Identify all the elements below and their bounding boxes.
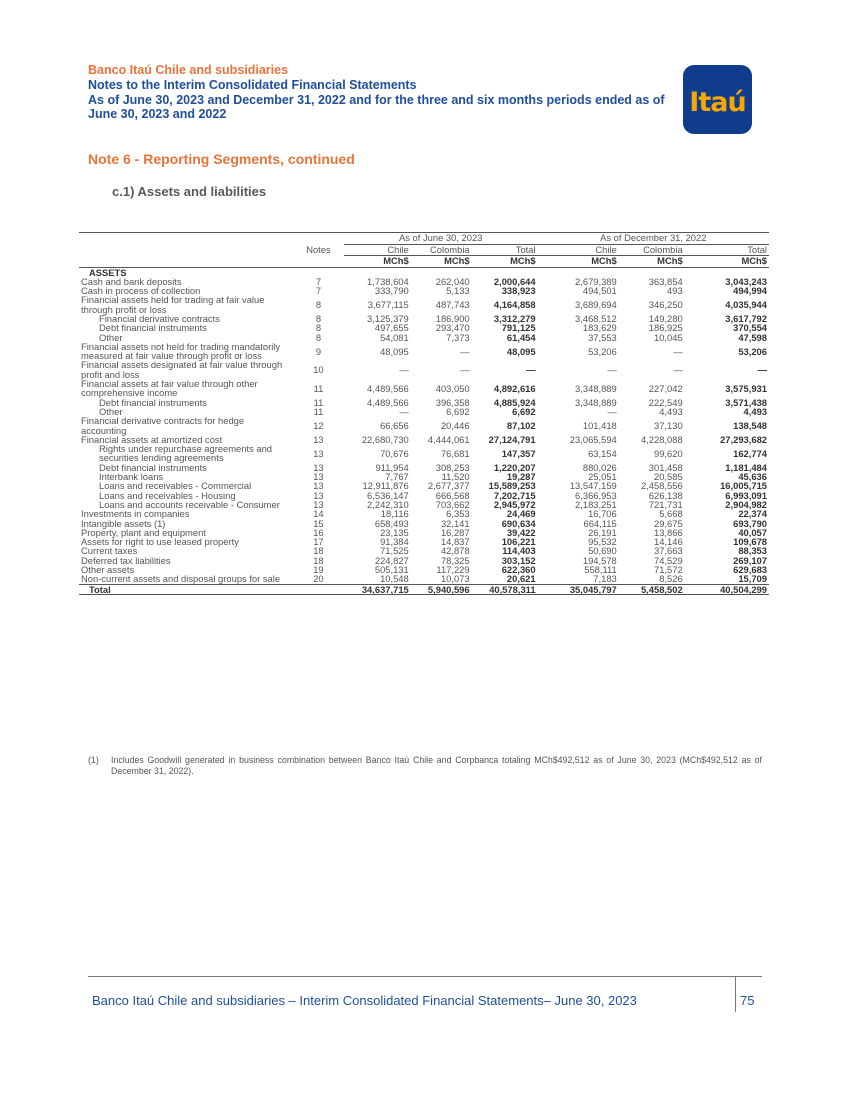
cell-chile-2023: 3,125,379 <box>367 312 409 324</box>
row-label: Cash in process of collection <box>81 285 201 297</box>
cell-colombia-2023: 5,133 <box>446 285 470 297</box>
cell-chile-2023: — <box>399 364 409 376</box>
col-chile-2023: Chile <box>344 244 411 256</box>
cell-total-2023: 39,422 <box>506 526 536 538</box>
cell-colombia-2022: 346,250 <box>648 299 683 311</box>
cell-chile-2022: 50,690 <box>588 545 617 557</box>
row-note: 13 <box>313 461 324 473</box>
cell-chile-2022: 183,629 <box>582 322 617 334</box>
cell-colombia-2023: 396,358 <box>435 396 470 408</box>
cell-colombia-2023: 6,692 <box>446 405 470 417</box>
cell-chile-2023: 91,384 <box>380 536 409 548</box>
table-header-units <box>79 256 769 268</box>
cell-chile-2022: 25,051 <box>588 471 617 483</box>
row-note: 11 <box>313 405 324 417</box>
page-number: 75 <box>740 993 755 1008</box>
cell-colombia-2022: 37,663 <box>654 545 683 557</box>
company-name: Banco Itaú Chile and subsidiaries <box>88 63 289 77</box>
group-december-2022: As of December 31, 2022 <box>538 233 769 245</box>
total-row <box>79 584 769 594</box>
cell-total-2022: 1,181,484 <box>725 461 767 473</box>
cell-total-2023: 20,621 <box>506 573 536 585</box>
cell-chile-2023: 70,676 <box>380 447 409 459</box>
cell-colombia-2022: 13,866 <box>654 526 683 538</box>
cell-total-2022: 4,035,944 <box>725 299 767 311</box>
cell-chile-2022: 63,154 <box>588 447 617 459</box>
row-note: 20 <box>313 573 324 585</box>
cell-total-2023: 622,360 <box>501 564 536 575</box>
cell-colombia-2023: 76,681 <box>440 447 470 459</box>
cell-total-2023: 4,164,858 <box>493 299 536 311</box>
cell-colombia-2022: 4,228,088 <box>640 433 683 445</box>
cell-chile-2022: — <box>607 405 617 417</box>
cell-chile-2023: 224,827 <box>374 554 409 566</box>
cell-total-2023: 114,403 <box>502 545 536 557</box>
cell-total-2022: 629,683 <box>733 564 767 575</box>
cell-chile-2022: 7,183 <box>593 573 617 585</box>
row-label: Rights under repurchase agreements and securities lending agreements <box>99 443 273 464</box>
row-note: 8 <box>315 331 322 343</box>
table-row <box>79 444 769 463</box>
document-title: Notes to the Interim Consolidated Financial Statements <box>88 78 417 92</box>
col-colombia-2023: Colombia <box>411 244 472 256</box>
period-line-2: June 30, 2023 and 2022 <box>88 107 227 121</box>
cell-chile-2022: 3,689,694 <box>575 299 617 311</box>
row-note: 13 <box>313 471 324 483</box>
footer-text: Banco Itaú Chile and subsidiaries – Interim Consolidated Financial Statements– June 30, 2023 <box>92 993 637 1008</box>
cell-colombia-2023: 666,568 <box>435 489 470 501</box>
cell-total-2022: 370,554 <box>733 322 767 334</box>
cell-chile-2023: 18,116 <box>380 508 409 520</box>
cell-total-2023: 791,125 <box>501 322 536 334</box>
row-note: 16 <box>313 526 324 538</box>
cell-chile-2022: 880,026 <box>582 461 617 473</box>
cell-colombia-2022: 5,668 <box>659 508 683 520</box>
col-colombia-2022: Colombia <box>619 244 685 256</box>
footnote-mark: (1) <box>88 755 99 765</box>
total-total-2023: 40,578,311 <box>472 584 538 594</box>
row-label: Financial assets held for trading at fair value through profit or loss <box>81 294 265 315</box>
cell-colombia-2022: 37,130 <box>654 419 683 431</box>
table-row <box>79 574 769 584</box>
cell-colombia-2022: 721,731 <box>648 498 683 510</box>
cell-colombia-2022: 74,529 <box>654 554 683 566</box>
row-note: 13 <box>313 498 324 510</box>
cell-chile-2023: 4,489,566 <box>367 396 409 408</box>
row-label: Current taxes <box>81 545 138 557</box>
row-note: 7 <box>315 275 322 287</box>
row-note: 10 <box>313 364 324 376</box>
cell-total-2023: 3,312,279 <box>493 312 536 324</box>
row-label: Cash and bank deposits <box>81 275 182 287</box>
cell-colombia-2022: 71,572 <box>654 564 683 575</box>
table-row <box>79 342 769 361</box>
cell-total-2022: 3,617,792 <box>725 312 767 324</box>
cell-total-2022: 3,571,438 <box>725 396 767 408</box>
cell-total-2023: 27,124,791 <box>488 433 536 445</box>
footer-divider <box>88 976 762 977</box>
row-note: 11 <box>313 382 324 394</box>
row-label: Assets for right to use leased property <box>81 536 239 548</box>
footnote-text: Includes Goodwill generated in business combination between Banco Itaú Chile and Corpbanca totaling MCh$492,512 as of June 30, 2023 (MCh$492,512 as of December 31, 2022). <box>111 755 762 776</box>
cell-colombia-2022: — <box>673 364 683 376</box>
cell-total-2023: 303,152 <box>501 554 536 566</box>
cell-total-2022: 269,107 <box>733 554 767 566</box>
cell-total-2023: 87,102 <box>506 419 536 431</box>
row-label: Loans and receivables - Housing <box>99 489 236 501</box>
cell-colombia-2023: 14,837 <box>440 536 470 548</box>
cell-chile-2022: — <box>607 364 617 376</box>
row-note: 13 <box>313 447 324 459</box>
cell-colombia-2022: 493 <box>667 285 683 297</box>
row-note: 13 <box>313 489 324 501</box>
cell-total-2023: 1,220,207 <box>493 461 536 473</box>
row-label: Financial assets designated at fair value through profit and loss <box>81 359 283 380</box>
cell-colombia-2023: — <box>460 345 470 357</box>
cell-colombia-2022: 10,045 <box>654 331 683 343</box>
cell-chile-2022: 3,348,889 <box>575 396 617 408</box>
row-label: Other <box>99 405 123 417</box>
table-row <box>79 360 769 379</box>
cell-chile-2022: 494,501 <box>582 285 617 297</box>
table-row <box>79 379 769 398</box>
row-label: Interbank loans <box>99 471 164 483</box>
row-note: 12 <box>313 419 324 431</box>
cell-chile-2022: 558,111 <box>584 564 617 575</box>
cell-chile-2022: 2,679,389 <box>575 275 617 287</box>
unit-colombia-2022: MCh$ <box>619 256 685 268</box>
col-total-2022: Total <box>685 244 769 256</box>
row-label: Other assets <box>81 564 135 575</box>
row-note: 19 <box>313 564 324 575</box>
total-label: Total <box>79 584 293 594</box>
unit-chile-2022: MCh$ <box>538 256 619 268</box>
cell-total-2023: 7,202,715 <box>493 489 536 501</box>
total-colombia-2022: 5,458,502 <box>619 584 685 594</box>
cell-total-2022: 494,994 <box>733 285 767 297</box>
cell-chile-2023: 1,738,604 <box>367 275 409 287</box>
row-label: Financial derivative contracts for hedge accounting <box>81 415 245 436</box>
row-note: 14 <box>313 508 324 520</box>
cell-chile-2023: 505,131 <box>374 564 409 575</box>
cell-chile-2022: 37,553 <box>588 331 617 343</box>
col-chile-2022: Chile <box>538 244 619 256</box>
cell-chile-2022: 16,706 <box>588 508 617 520</box>
cell-colombia-2023: 7,373 <box>446 331 470 343</box>
row-note: 8 <box>315 299 322 311</box>
row-note: 11 <box>313 396 324 408</box>
cell-colombia-2022: — <box>673 345 683 357</box>
cell-total-2023: 2,945,972 <box>493 498 536 510</box>
cell-chile-2022: 26,191 <box>588 526 617 538</box>
cell-total-2022: 16,005,715 <box>720 480 767 492</box>
cell-total-2023: 4,892,616 <box>493 382 536 394</box>
cell-chile-2022: 23,065,594 <box>569 433 617 445</box>
cell-chile-2023: 54,081 <box>380 331 409 343</box>
logo-text: Itaú <box>689 87 746 118</box>
total-total-2022: 40,504,299 <box>685 584 769 594</box>
cell-total-2022: 45,636 <box>738 471 767 483</box>
cell-chile-2022: 95,532 <box>588 536 617 548</box>
row-note: 7 <box>315 285 322 297</box>
cell-total-2022: 88,353 <box>738 545 767 557</box>
cell-total-2022: 138,548 <box>733 419 767 431</box>
row-label: Loans and accounts receivable - Consumer <box>99 498 280 510</box>
cell-colombia-2022: 301,458 <box>648 461 683 473</box>
table-row <box>79 295 769 314</box>
row-label: Property, plant and equipment <box>81 526 206 538</box>
cell-colombia-2023: 262,040 <box>435 275 470 287</box>
cell-colombia-2023: 6,353 <box>446 508 470 520</box>
row-note: 13 <box>313 433 324 445</box>
cell-colombia-2022: 626,138 <box>648 489 683 501</box>
row-label: Non-current assets and disposal groups for sale <box>81 573 281 585</box>
unit-total-2022: MCh$ <box>685 256 769 268</box>
cell-chile-2022: 6,366,953 <box>575 489 617 501</box>
total-colombia-2023: 5,940,596 <box>411 584 472 594</box>
cell-colombia-2022: 363,854 <box>648 275 683 287</box>
cell-chile-2023: 22,680,730 <box>361 433 409 445</box>
cell-colombia-2022: 227,042 <box>648 382 683 394</box>
cell-colombia-2022: 186,925 <box>648 322 683 334</box>
cell-chile-2023: 3,677,115 <box>367 299 409 311</box>
cell-colombia-2023: 293,470 <box>435 322 470 334</box>
cell-chile-2023: 333,790 <box>374 285 409 297</box>
cell-colombia-2023: 10,073 <box>440 573 470 585</box>
cell-total-2023: 4,885,924 <box>493 396 536 408</box>
cell-total-2022: 27,293,682 <box>720 433 767 445</box>
cell-total-2023: 48,095 <box>506 345 536 357</box>
unit-chile-2023: MCh$ <box>344 256 411 268</box>
cell-colombia-2022: 149,280 <box>648 312 683 324</box>
row-label: Loans and receivables - Commercial <box>99 480 252 492</box>
cell-chile-2023: 2,242,310 <box>367 498 409 510</box>
cell-colombia-2023: 32,141 <box>440 517 470 529</box>
footer-page-divider <box>735 976 736 1012</box>
section-title: c.1) Assets and liabilities <box>112 184 267 199</box>
row-label: Financial assets not held for trading mandatorily measured at fair value through profit or loss <box>81 340 281 362</box>
cell-total-2022: 15,709 <box>738 573 767 585</box>
cell-chile-2023: 66,656 <box>380 419 409 431</box>
cell-total-2022: 3,575,931 <box>725 382 767 394</box>
cell-total-2023: 2,000,644 <box>493 275 536 287</box>
row-label: Financial assets at amortized cost <box>81 433 223 445</box>
cell-colombia-2023: 308,253 <box>435 461 470 473</box>
row-label: Debt financial instruments <box>99 322 207 334</box>
cell-chile-2023: 71,525 <box>380 545 409 557</box>
cell-colombia-2023: 703,662 <box>435 498 470 510</box>
cell-total-2023: 690,634 <box>501 517 536 529</box>
table-header-group <box>79 233 769 245</box>
cell-chile-2023: 6,536,147 <box>367 489 409 501</box>
cell-total-2023: 6,692 <box>512 405 536 417</box>
cell-chile-2023: — <box>399 405 409 417</box>
cell-total-2023: 147,357 <box>501 447 536 459</box>
row-note: 18 <box>313 554 324 566</box>
row-note: 13 <box>313 480 324 492</box>
cell-colombia-2022: 14,146 <box>654 536 683 548</box>
note-title: Note 6 - Reporting Segments, continued <box>88 151 355 167</box>
cell-colombia-2022: 2,458,556 <box>640 480 683 492</box>
row-note: 17 <box>313 536 324 548</box>
row-label: Intangible assets (1) <box>81 517 166 529</box>
row-label: Other <box>99 331 123 343</box>
cell-colombia-2023: 186,900 <box>435 312 470 324</box>
row-note: 8 <box>315 322 322 334</box>
cell-chile-2022: 3,468,512 <box>575 312 617 324</box>
cell-colombia-2022: 8,526 <box>659 573 683 585</box>
cell-colombia-2023: 16,287 <box>440 526 470 538</box>
cell-chile-2022: 101,418 <box>582 419 617 431</box>
cell-chile-2023: 48,095 <box>380 345 409 357</box>
row-label: Investments in companies <box>81 508 190 520</box>
footnote <box>88 755 762 777</box>
cell-colombia-2023: 4,444,061 <box>427 433 470 445</box>
cell-chile-2022: 53,206 <box>588 345 617 357</box>
cell-total-2022: 162,774 <box>733 447 767 459</box>
cell-colombia-2023: 487,743 <box>435 299 470 311</box>
cell-total-2022: 40,057 <box>738 526 767 538</box>
total-chile-2023: 34,637,715 <box>344 584 411 594</box>
cell-colombia-2023: 2,677,377 <box>427 480 470 492</box>
cell-total-2022: 2,904,982 <box>725 498 767 510</box>
cell-total-2023: 24,469 <box>506 508 536 520</box>
cell-chile-2023: 658,493 <box>374 517 409 529</box>
cell-chile-2023: 10,548 <box>380 573 409 585</box>
cell-chile-2022: 194,578 <box>582 554 617 566</box>
assets-table <box>79 232 769 595</box>
table-row <box>79 416 769 435</box>
cell-total-2022: 53,206 <box>738 345 767 357</box>
total-chile-2022: 35,045,797 <box>538 584 619 594</box>
cell-total-2023: 106,221 <box>501 536 536 548</box>
cell-total-2023: — <box>526 364 536 376</box>
cell-colombia-2023: 11,520 <box>441 471 470 483</box>
cell-chile-2022: 13,547,159 <box>569 480 617 492</box>
cell-colombia-2023: 20,446 <box>440 419 470 431</box>
period-line-1: As of June 30, 2023 and December 31, 2022 and for the three and six months periods ended as of <box>88 92 665 107</box>
cell-colombia-2022: 222,549 <box>648 396 683 408</box>
row-label: Financial assets at fair value through other comprehensive income <box>81 378 258 399</box>
cell-colombia-2023: 78,325 <box>440 554 470 566</box>
row-label: Debt financial instruments <box>99 396 207 408</box>
cell-colombia-2023: — <box>460 364 470 376</box>
col-notes: Notes <box>306 243 331 255</box>
cell-chile-2023: 23,135 <box>380 526 409 538</box>
cell-chile-2023: 911,954 <box>375 461 409 473</box>
cell-total-2023: 61,454 <box>506 331 536 343</box>
cell-total-2022: 47,598 <box>738 331 767 343</box>
cell-total-2022: 693,790 <box>733 517 767 529</box>
row-note: 15 <box>313 517 324 529</box>
cell-chile-2022: 3,348,889 <box>575 382 617 394</box>
cell-total-2022: 109,678 <box>733 536 767 548</box>
itau-logo <box>683 65 752 134</box>
cell-total-2022: 3,043,243 <box>725 275 767 287</box>
document-header <box>88 63 688 122</box>
row-label: Deferred tax liabilities <box>81 554 171 566</box>
row-note: 18 <box>313 545 324 557</box>
cell-chile-2022: 2,183,251 <box>575 498 617 510</box>
cell-chile-2023: 4,489,566 <box>367 382 409 394</box>
cell-total-2022: 22,374 <box>738 508 767 520</box>
group-june-2023: As of June 30, 2023 <box>344 233 538 245</box>
cell-colombia-2023: 42,878 <box>440 545 470 557</box>
cell-chile-2023: 497,655 <box>374 322 409 334</box>
row-label: Debt financial instruments <box>99 461 207 473</box>
cell-colombia-2022: 99,620 <box>654 447 683 459</box>
cell-total-2023: 338,923 <box>501 285 536 297</box>
cell-colombia-2023: 117,229 <box>436 564 470 575</box>
cell-total-2022: 4,493 <box>743 405 767 417</box>
row-note: 8 <box>315 312 322 324</box>
table-header-columns <box>79 244 769 256</box>
cell-total-2022: 6,993,091 <box>725 489 767 501</box>
cell-colombia-2022: 29,675 <box>654 517 683 529</box>
cell-chile-2022: 664,115 <box>583 517 617 529</box>
section-assets-label: ASSETS <box>89 266 127 278</box>
cell-total-2023: 19,287 <box>506 471 536 483</box>
cell-colombia-2023: 403,050 <box>435 382 470 394</box>
unit-colombia-2023: MCh$ <box>411 256 472 268</box>
row-note: 9 <box>315 345 322 357</box>
col-total-2023: Total <box>472 244 538 256</box>
unit-total-2023: MCh$ <box>472 256 538 268</box>
cell-chile-2023: 7,767 <box>385 471 409 483</box>
cell-total-2023: 15,589,253 <box>488 480 536 492</box>
row-label: Financial derivative contracts <box>99 312 220 324</box>
cell-colombia-2022: 4,493 <box>659 405 683 417</box>
cell-total-2022: — <box>757 364 767 376</box>
cell-colombia-2022: 20,585 <box>654 471 683 483</box>
cell-chile-2023: 12,911,876 <box>362 480 409 492</box>
